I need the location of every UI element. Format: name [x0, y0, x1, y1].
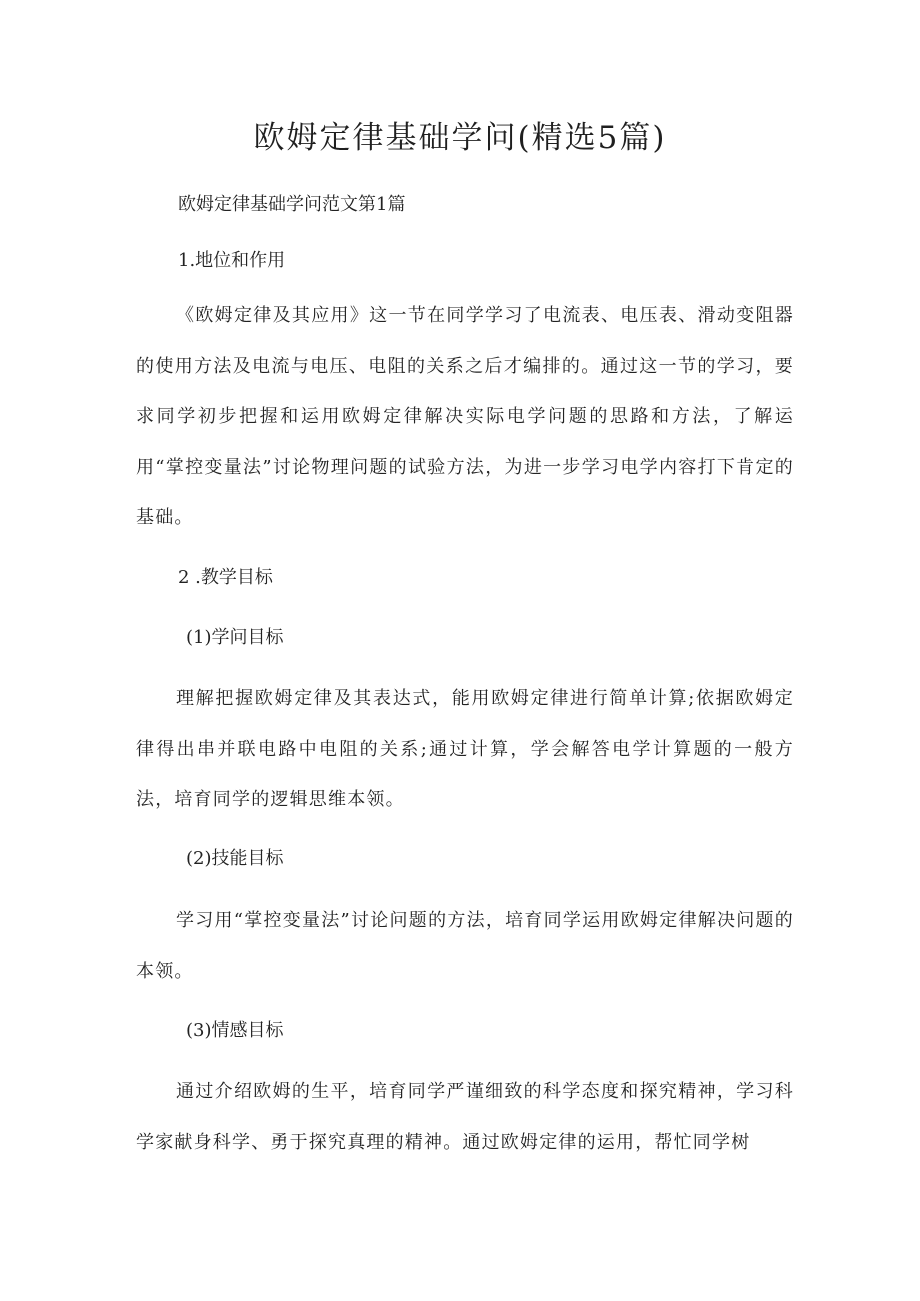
- goal-paragraph-knowledge: 理解把握欧姆定律及其表达式，能用欧姆定律进行简单计算;依据欧姆定律得出串并联电路中电阻的关系;通过计算，学会解答电学计算题的一般方法，培育同学的逻辑思维本领。: [136, 688, 794, 810]
- goal-heading-skills: (2)技能目标: [186, 848, 284, 869]
- document-title: 欧姆定律基础学问(精选5篇): [253, 120, 667, 156]
- section-paragraph-position: 《欧姆定律及其应用》这一节在同学学习了电流表、电压表、滑动变阻器的使用方法及电流与电压、电阻的关系之后才编排的。通过这一节的学习，要求同学初步把握和运用欧姆定律解决实际电学问题的思路和方法，了解运用“掌控变量法”讨论物理问题的试验方法，为进一步学习电学内容打下肯定的基础。: [136, 305, 794, 528]
- goal-heading-knowledge: (1)学问目标: [186, 627, 284, 648]
- article-subtitle: 欧姆定律基础学问范文第1篇: [178, 194, 406, 215]
- section-heading-goals: 2 .教学目标: [178, 567, 273, 588]
- goal-paragraph-emotion: 通过介绍欧姆的生平，培育同学严谨细致的科学态度和探究精神，学习科学家献身科学、勇于探究真理的精神。通过欧姆定律的运用，帮忙同学树: [136, 1081, 794, 1153]
- goal-heading-emotion: (3)情感目标: [186, 1020, 284, 1041]
- goal-paragraph-skills: 学习用“掌控变量法”讨论问题的方法，培育同学运用欧姆定律解决问题的本领。: [136, 910, 794, 982]
- section-heading-position: 1.地位和作用: [178, 250, 286, 271]
